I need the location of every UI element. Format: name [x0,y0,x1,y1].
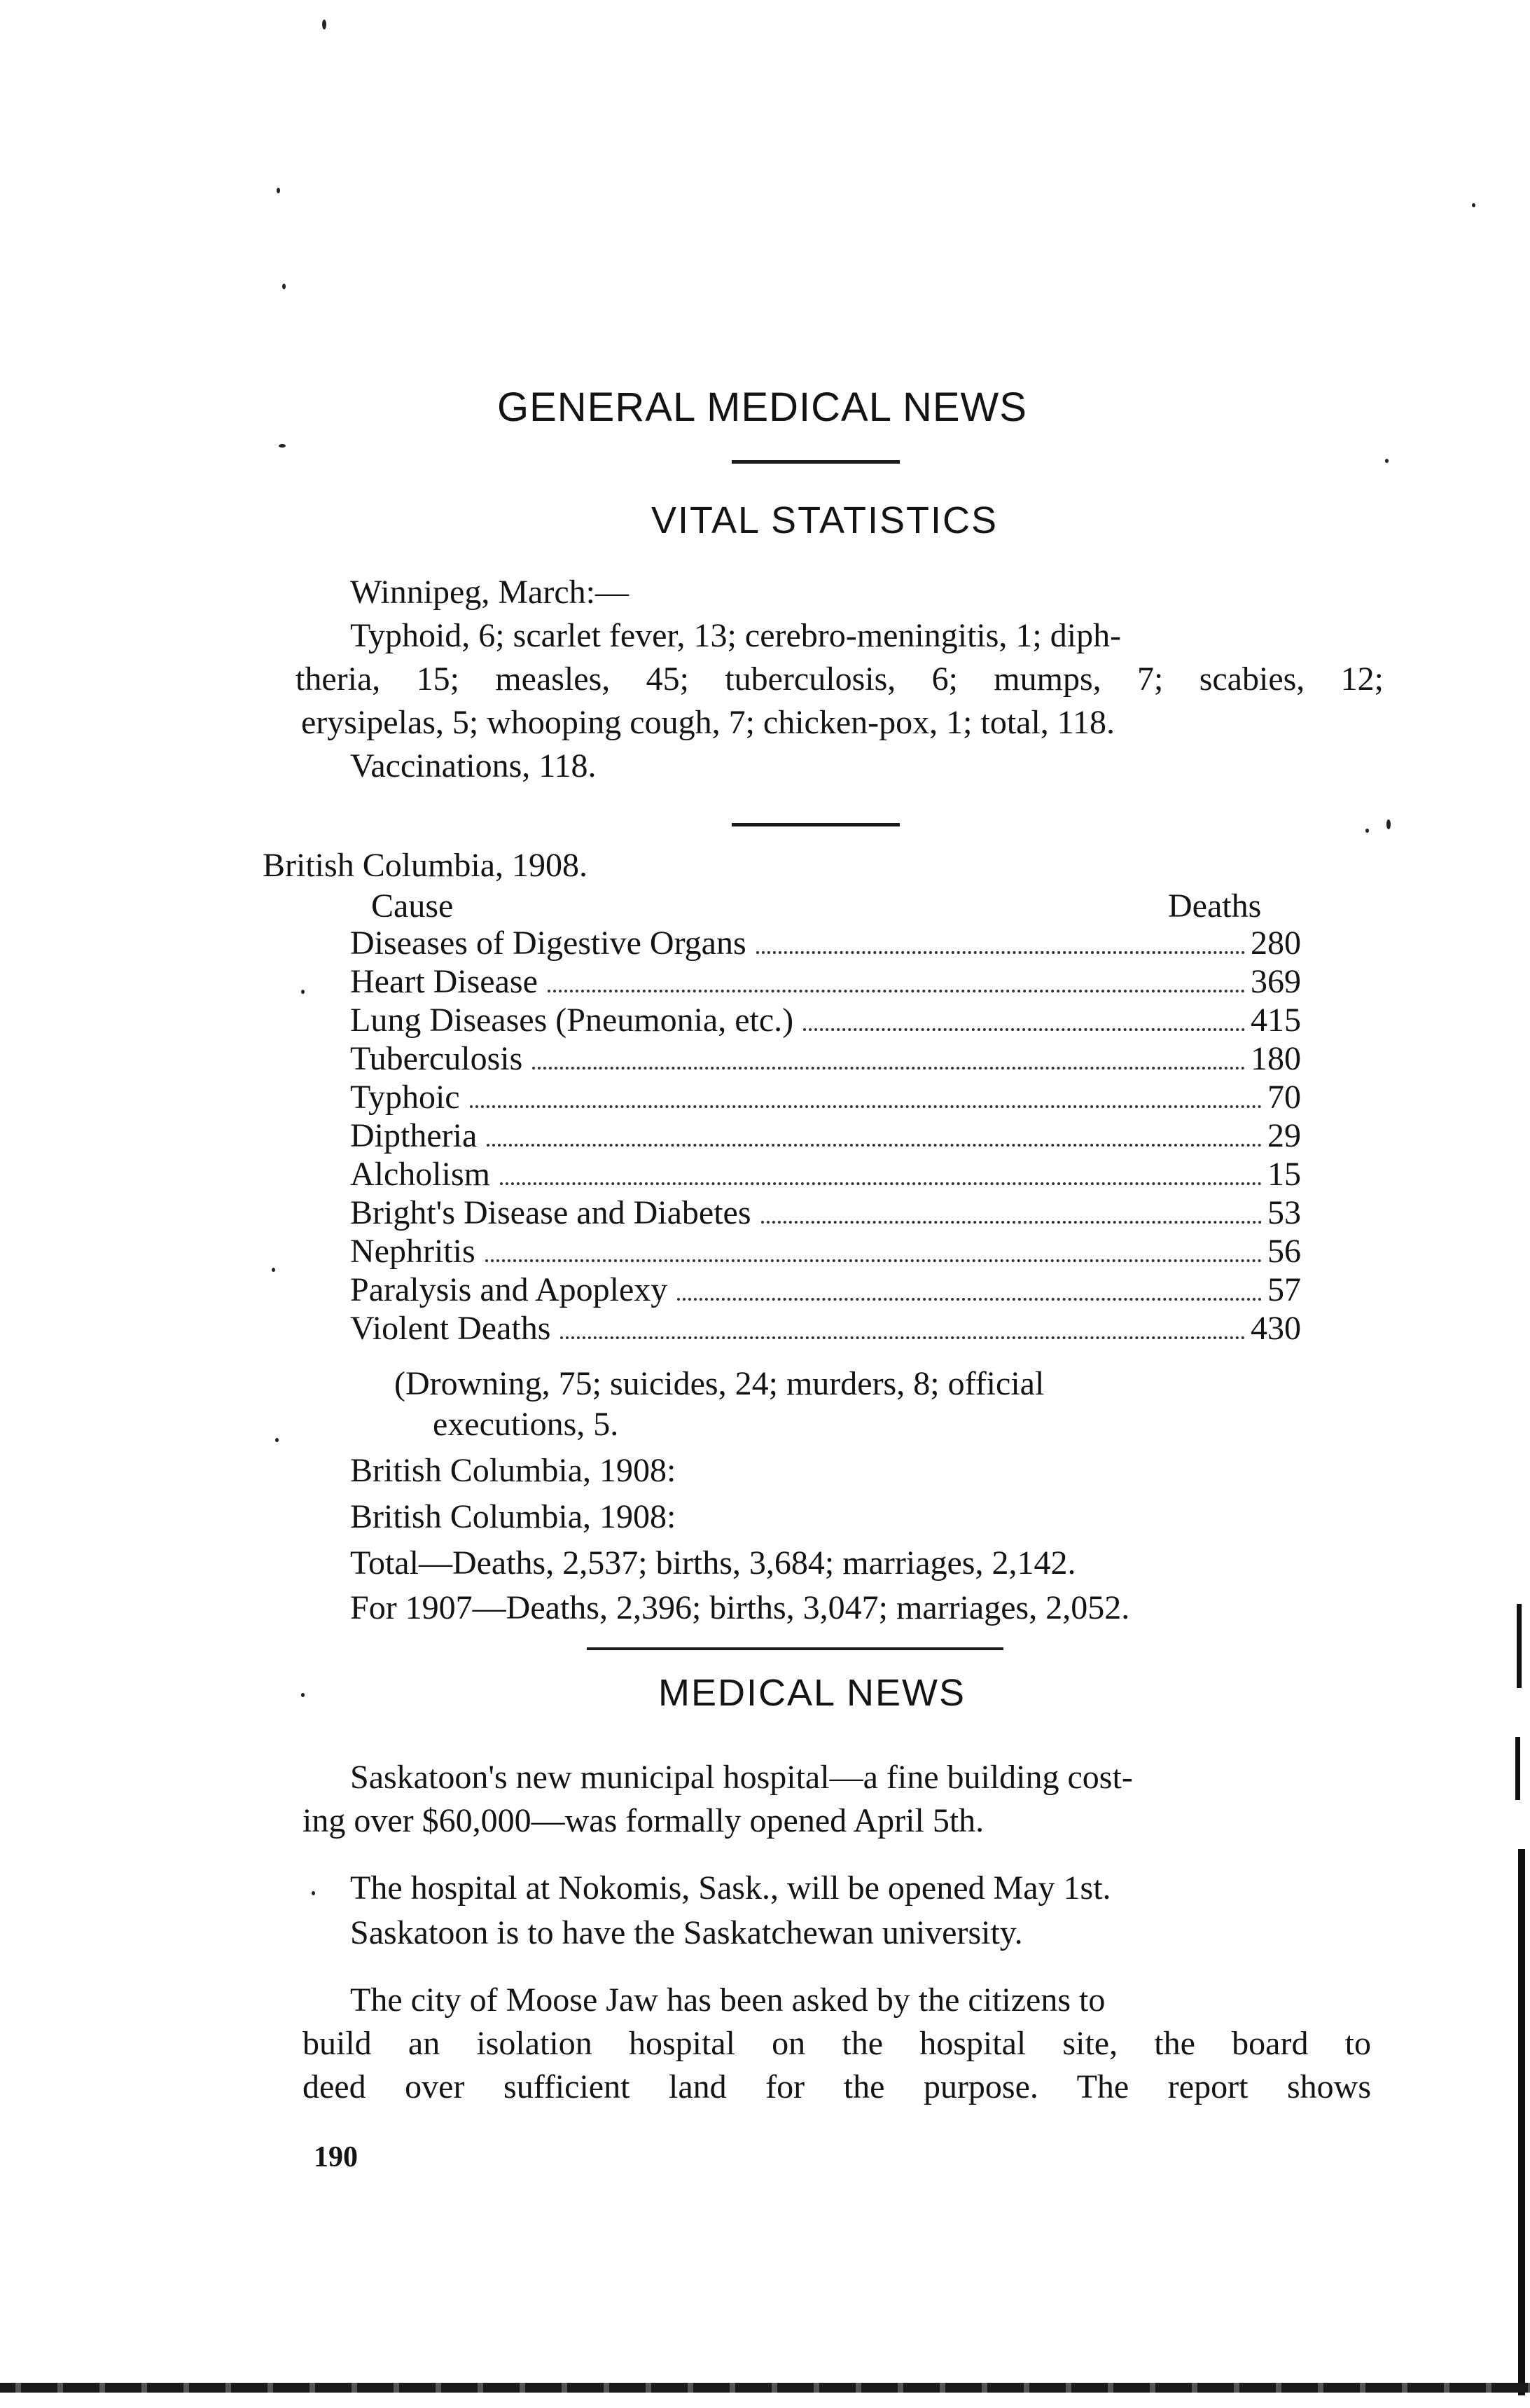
table-row [350,1000,1301,1039]
deaths-cell: 70 [1267,1079,1301,1116]
vaccinations-line: Vaccinations, 118. [350,747,597,784]
page-number: 190 [314,2141,358,2173]
cause-cell: Heart Disease [350,963,538,1000]
scan-speck [1385,459,1389,463]
scan-edge [1518,1849,1525,2395]
deaths-cell: 415 [1251,1002,1301,1039]
scan-edge [1515,1737,1520,1800]
dot-leader [532,1067,1245,1070]
table-row [350,1039,1301,1078]
scan-speck [1365,829,1369,833]
title-rule [732,460,900,464]
scan-bottom-edge [0,2383,1530,2393]
bc-repeat-heading: British Columbia, 1908: [350,1498,676,1535]
column-header-cause: Cause [371,887,454,925]
scan-speck [275,1438,279,1442]
dot-leader [548,990,1245,992]
bc-total-line: Total—Deaths, 2,537; births, 3,684; marriages, 2,142. [350,1544,1076,1582]
cause-cell: Lung Diseases (Pneumonia, etc.) [350,1002,794,1039]
cause-cell: Diseases of Digestive Organs [350,925,746,962]
cause-cell: Tuberculosis [350,1040,523,1077]
news-paragraph: Saskatoon's new municipal hospital—a fine building cost- [350,1759,1133,1796]
dot-leader [677,1298,1262,1301]
scan-speck [282,284,286,289]
bc-heading: British Columbia, 1908. [263,847,588,884]
winnipeg-line: theria, 15; measles, 45; tuberculosis, 6; mumps, 7; scabies, 12; [295,660,1384,698]
table-row [350,1308,1301,1348]
dot-leader [500,1182,1262,1185]
cause-cell: Nephritis [350,1233,475,1270]
table-row [350,1231,1301,1271]
cause-cell: Alcholism [350,1156,490,1193]
deaths-cell: 369 [1251,963,1301,1000]
table-row [350,923,1301,962]
winnipeg-heading: Winnipeg, March:— [350,574,629,611]
section-subtitle: VITAL STATISTICS [651,499,999,541]
violent-deaths-note: (Drowning, 75; suicides, 24; murders, 8; official [394,1365,1045,1402]
deaths-cell: 53 [1267,1194,1301,1231]
column-header-deaths: Deaths [1168,887,1262,925]
scan-speck [322,20,326,29]
dot-leader [803,1028,1245,1031]
cause-cell: Typhoic [350,1079,460,1116]
winnipeg-line: Typhoid, 6; scarlet fever, 13; cerebro-meningitis, 1; diph- [350,617,1122,654]
dot-leader [470,1105,1262,1108]
bc-repeat-heading: British Columbia, 1908: [350,1452,676,1489]
news-paragraph: The city of Moose Jaw has been asked by the citizens to [350,1981,1106,2019]
scan-speck [272,1268,275,1272]
section-rule [732,823,900,826]
section-rule [587,1647,1003,1650]
news-paragraph: ing over $60,000—was formally opened April 5th. [302,1802,985,1839]
table-row [350,1154,1301,1193]
deaths-cell: 280 [1251,925,1301,962]
page-title: GENERAL MEDICAL NEWS [497,385,1027,430]
dot-leader [487,1144,1262,1147]
deaths-cell: 56 [1267,1233,1301,1270]
scan-speck [301,1693,305,1697]
scan-speck [279,444,286,448]
table-row [350,962,1301,1001]
news-paragraph: The hospital at Nokomis, Sask., will be opened May 1st. [350,1869,1111,1907]
medical-news-heading: MEDICAL NEWS [658,1672,966,1714]
news-paragraph: deed over sufficient land for the purpose. The report shows [302,2068,1371,2105]
dot-leader [761,1221,1262,1224]
dot-leader [485,1259,1262,1262]
dot-leader [560,1336,1245,1339]
scan-edge [1517,1604,1522,1688]
cause-cell: Paralysis and Apoplexy [350,1271,668,1308]
deaths-cell: 29 [1267,1117,1301,1154]
deaths-cell: 430 [1251,1310,1301,1347]
winnipeg-line: erysipelas, 5; whooping cough, 7; chicken-pox, 1; total, 118. [301,704,1115,741]
scan-speck [1472,203,1475,207]
scan-speck [277,188,280,193]
deaths-cell: 180 [1251,1040,1301,1077]
scan-speck [1386,819,1391,829]
dot-leader [756,951,1245,954]
cause-cell: Bright's Disease and Diabetes [350,1194,751,1231]
bc-1907-line: For 1907—Deaths, 2,396; births, 3,047; marriages, 2,052. [350,1589,1130,1626]
cause-cell: Violent Deaths [350,1310,551,1347]
violent-deaths-note: executions, 5. [433,1406,619,1443]
table-row [350,1116,1301,1155]
news-paragraph: build an isolation hospital on the hospital site, the board to [302,2025,1371,2062]
deaths-cell: 57 [1267,1271,1301,1308]
cause-cell: Diptheria [350,1117,478,1154]
table-row [350,1270,1301,1309]
scan-speck [301,990,305,994]
news-paragraph: Saskatoon is to have the Saskatchewan university. [350,1914,1023,1951]
scan-speck [312,1891,315,1895]
deaths-cell: 15 [1267,1156,1301,1193]
table-row [350,1193,1301,1232]
table-row [350,1077,1301,1116]
